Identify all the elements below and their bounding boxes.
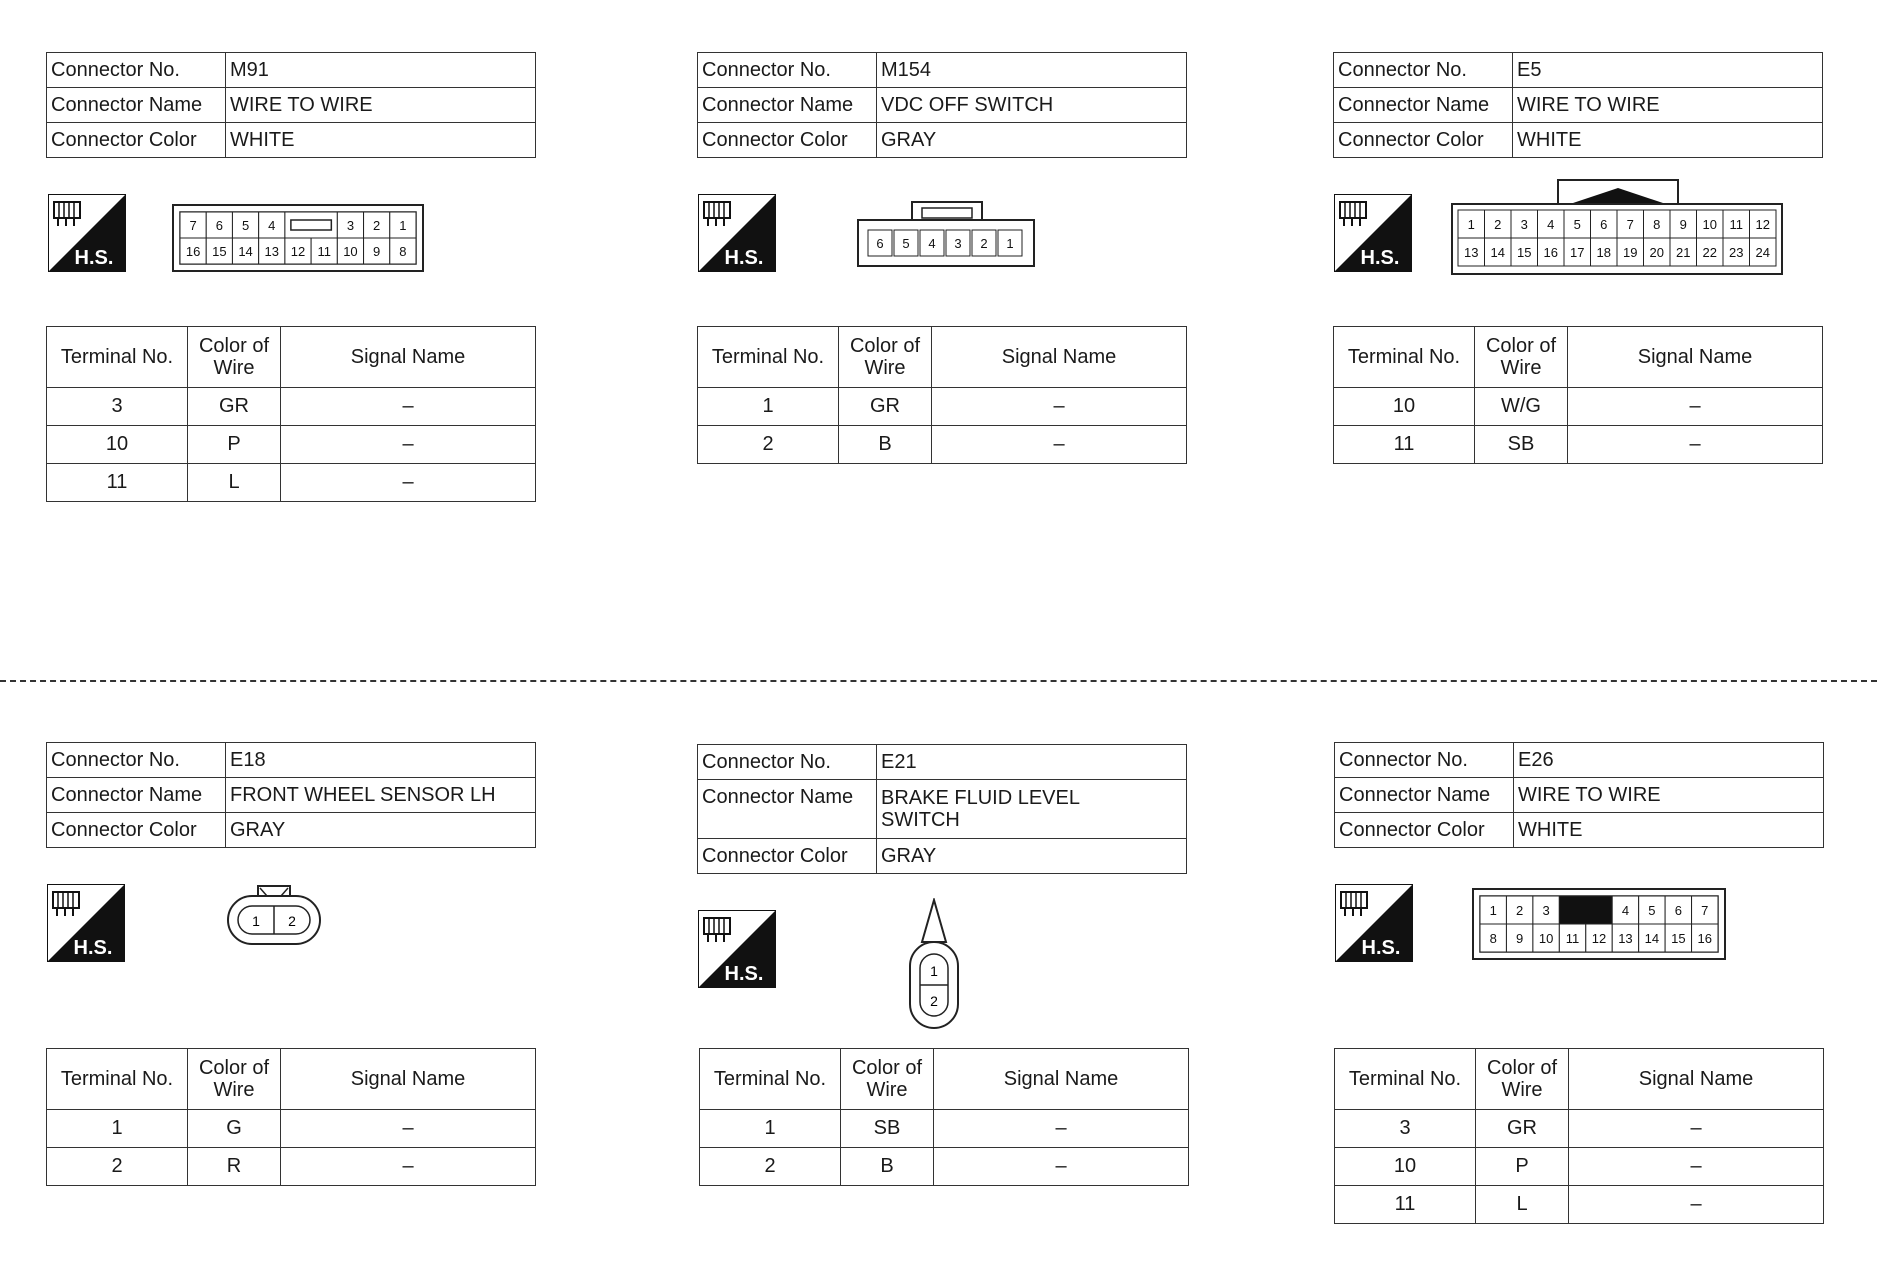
pin-label: 6 [876,236,884,251]
pin-label: 4 [928,236,936,251]
pin-label: 7 [1626,217,1634,232]
connector-color-label: Connector Color [1334,123,1513,158]
connector-face-e5 [1450,178,1784,283]
pin-label: 10 [1702,217,1717,232]
pin-label: 9 [1679,217,1687,232]
hs-label: H.S. [74,247,114,269]
pin-label: 1 [930,963,938,979]
pin-label: 6 [1600,217,1608,232]
connector-info-table [697,744,1187,874]
connector-name-label: Connector Name [47,778,226,813]
signal-name-header: Signal Name [932,327,1187,388]
connector-no-label: Connector No. [1334,53,1513,88]
harness-side-icon [1334,194,1412,272]
connector-info-table [46,52,536,158]
pin-label: 5 [241,218,250,233]
terminal-table [697,326,1187,464]
connector-face-e18 [226,884,322,953]
pin-label: 2 [930,993,938,1009]
pin-label: 6 [215,218,223,233]
pin-label: 2 [288,913,296,929]
connector-info-table [1333,52,1823,158]
pin-label: 11 [1565,931,1580,946]
pin-label: 11 [317,244,331,259]
pin-label: 3 [1520,217,1528,232]
connector-no-label: Connector No. [1335,743,1514,778]
pin-label: 14 [1644,931,1660,946]
pin-label: 16 [1543,245,1558,260]
terminal-no-header: Terminal No. [700,1049,841,1110]
connector-info-table [46,742,536,848]
pin-label: 4 [268,218,276,233]
pin-label: 22 [1702,245,1717,260]
terminal-no-header: Terminal No. [1335,1049,1476,1110]
svg-text:H.S.: H.S. [724,963,764,985]
harness-side-icon [698,910,776,988]
signal-name-header: Signal Name [934,1049,1189,1110]
pin-label: 14 [1490,245,1505,260]
terminal-panel-e26 [1334,1048,1829,1224]
harness-side-icon [48,194,126,272]
connector-info-table [1334,742,1824,848]
connector-color-value: GRAY [877,839,1187,874]
connector-info-table [697,52,1187,158]
pin-label: 2 [1494,217,1502,232]
pin-label: 18 [1596,245,1611,260]
table-row: 2 B – [700,1148,1189,1186]
pin-label: 4 [1621,903,1630,918]
pin-label: 3 [954,236,962,251]
svg-text:H.S.: H.S. [1360,247,1400,269]
connector-name-label: Connector Name [47,88,226,123]
connector-color-value: GRAY [226,813,536,848]
connector-panel-e5 [1333,52,1828,158]
connector-face-m154 [856,200,1036,275]
signal-name-header: Signal Name [1568,327,1823,388]
pin-label: 8 [1489,931,1497,946]
wire-color-header: Color of Wire [188,1049,281,1110]
harness-side-icon [1335,884,1413,962]
pin-label: 14 [238,244,253,259]
terminal-table [1334,1048,1824,1224]
connector-name-value: WIRE TO WIRE [226,88,536,123]
pin-label: 16 [1697,931,1713,946]
terminal-no-header: Terminal No. [47,327,188,388]
section-divider [0,680,1877,682]
connector-name-label: Connector Name [1335,778,1514,813]
pin-label: 2 [980,236,988,251]
pin-label: 10 [343,244,358,259]
table-row: 2 B – [698,426,1187,464]
table-row: 3 GR – [1335,1110,1824,1148]
key-block [1559,896,1612,924]
table-row: 1 G – [47,1110,536,1148]
pin-label: 13 [1464,245,1479,260]
pin-label: 12 [290,244,306,259]
pin-label: 15 [1671,931,1686,946]
wire-color-header: Color of Wire [188,327,281,388]
table-row: 1 GR – [698,388,1187,426]
connector-color-value: WHITE [1514,813,1824,848]
connector-panel-e21 [697,744,1192,874]
connector-name-value: WIRE TO WIRE [1513,88,1823,123]
pin-label: 13 [1618,931,1633,946]
connector-panel-m91 [46,52,541,158]
pin-label: 21 [1676,245,1691,260]
pin-label: 16 [185,244,201,259]
wire-color-header: Color of Wire [1476,1049,1569,1110]
pin-label: 2 [1516,903,1524,918]
pin-label: 7 [1701,903,1709,918]
connector-color-label: Connector Color [47,123,226,158]
table-row: 10 P – [47,426,536,464]
connector-no-label: Connector No. [47,53,226,88]
terminal-no-header: Terminal No. [1334,327,1475,388]
connector-color-value: GRAY [877,123,1187,158]
pin-label: 1 [252,913,260,929]
pin-label: 5 [902,236,910,251]
terminal-no-header: Terminal No. [47,1049,188,1110]
terminal-panel-m91 [46,326,541,502]
connector-no-value: E5 [1513,53,1823,88]
connector-color-value: WHITE [1513,123,1823,158]
signal-name-header: Signal Name [281,327,536,388]
pin-label: 3 [1542,903,1550,918]
connector-color-label: Connector Color [698,839,877,874]
pin-label: 5 [1648,903,1656,918]
wire-color-header: Color of Wire [839,327,932,388]
table-row: 1 SB – [700,1110,1189,1148]
connector-face-e26 [1472,888,1726,965]
pin-label: 24 [1755,245,1770,260]
connector-name-value: FRONT WHEEL SENSOR LH [226,778,536,813]
table-row: 3 GR – [47,388,536,426]
connector-color-label: Connector Color [47,813,226,848]
connector-name-label: Connector Name [698,780,877,839]
pin-label: 13 [264,244,280,259]
pin-label: 12 [1591,931,1607,946]
pin-label: 9 [1516,931,1524,946]
connector-color-value: WHITE [226,123,536,158]
pin-label: 2 [373,218,381,233]
pin-label: 17 [1570,245,1585,260]
pin-label: 23 [1729,245,1744,260]
pin-label: 1 [1467,217,1475,232]
connector-no-value: E26 [1514,743,1824,778]
harness-side-icon [47,884,125,962]
pin-label: 9 [373,244,381,259]
terminal-table [699,1048,1189,1186]
table-row: 2 R – [47,1148,536,1186]
terminal-panel-m154 [697,326,1192,464]
pin-label: 1 [399,218,407,233]
connector-name-value: VDC OFF SWITCH [877,88,1187,123]
connector-color-label: Connector Color [698,123,877,158]
connector-no-label: Connector No. [698,53,877,88]
connector-no-value: E21 [877,745,1187,780]
terminal-table [1333,326,1823,464]
pin-label: 8 [399,244,407,259]
pin-label: 10 [1538,931,1554,946]
svg-text:H.S.: H.S. [73,937,113,959]
wire-color-header: Color of Wire [841,1049,934,1110]
pin-label: 15 [1517,245,1532,260]
pin-label: 19 [1623,245,1638,260]
wire-color-header: Color of Wire [1475,327,1568,388]
pin-label: 11 [1729,217,1743,232]
pin-label: 1 [1489,903,1497,918]
svg-text:H.S.: H.S. [724,247,764,269]
pin-label: 12 [1755,217,1770,232]
terminal-panel-e18 [46,1048,541,1186]
pin-label: 4 [1547,217,1555,232]
connector-name-value: WIRE TO WIRE [1514,778,1824,813]
harness-side-icon [698,194,776,272]
pin-label: 8 [1653,217,1661,232]
connector-name-label: Connector Name [698,88,877,123]
connector-no-label: Connector No. [698,745,877,780]
terminal-table [46,1048,536,1186]
signal-name-header: Signal Name [281,1049,536,1110]
connector-color-label: Connector Color [1335,813,1514,848]
pin-label: 5 [1573,217,1581,232]
pin-label: 20 [1649,245,1664,260]
key-slot [291,220,331,230]
table-row: 11 SB – [1334,426,1823,464]
table-row: 10 P – [1335,1148,1824,1186]
terminal-panel-e21 [699,1048,1194,1186]
connector-no-value: M154 [877,53,1187,88]
connector-name-value: BRAKE FLUID LEVEL SWITCH [877,780,1187,839]
svg-text:H.S.: H.S. [1361,937,1401,959]
pin-label: 1 [1006,236,1014,251]
pin-label: 7 [189,218,197,233]
terminal-table [46,326,536,502]
connector-face-e21 [906,898,962,1037]
table-row: 10 W/G – [1334,388,1823,426]
connector-panel-m154 [697,52,1192,158]
connector-panel-e26 [1334,742,1829,848]
signal-name-header: Signal Name [1569,1049,1824,1110]
connector-no-value: M91 [226,53,536,88]
pin-label: 15 [212,244,227,259]
pin-label: 6 [1674,903,1682,918]
table-row: 11 L – [1335,1186,1824,1224]
connector-no-label: Connector No. [47,743,226,778]
connector-no-value: E18 [226,743,536,778]
terminal-no-header: Terminal No. [698,327,839,388]
connector-panel-e18 [46,742,541,848]
terminal-panel-e5 [1333,326,1828,464]
table-row: 11 L – [47,464,536,502]
connector-face-m91 [172,204,424,277]
pin-label: 3 [346,218,355,233]
connector-name-label: Connector Name [1334,88,1513,123]
